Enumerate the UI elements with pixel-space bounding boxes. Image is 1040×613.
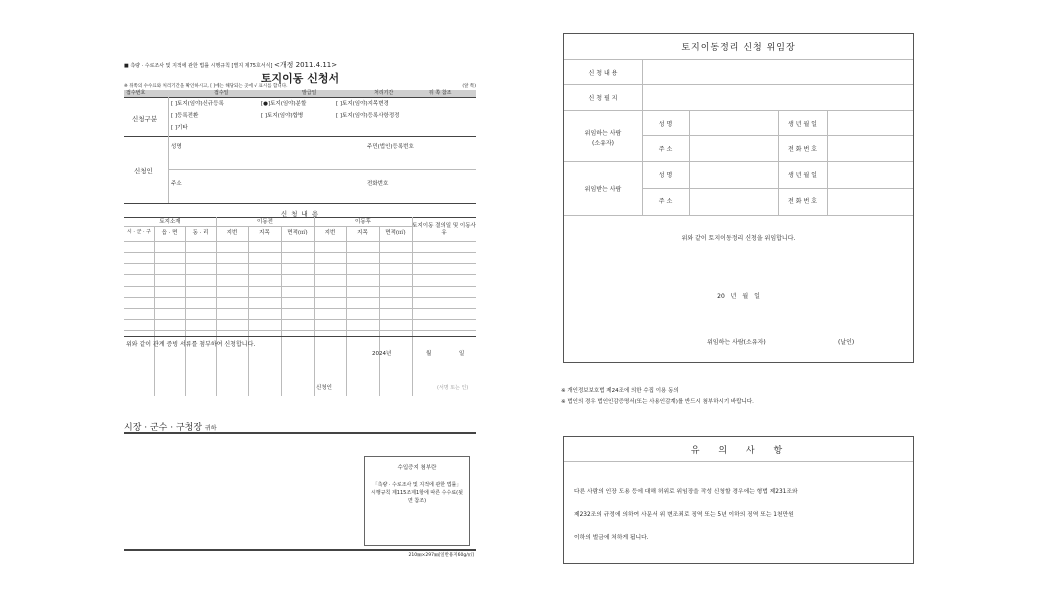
- sub-header-si-gun-gu: 시 · 군 · 구: [126, 229, 152, 235]
- address-label: 주소: [171, 181, 182, 187]
- content-title: 신 청 내 용: [280, 210, 320, 218]
- privacy-consent-note: ※ 개인정보보호법 제24조에 의한 수집 이용 동의: [561, 388, 679, 394]
- issue-date-label: 발급일: [302, 90, 317, 96]
- delegate-address-label: 주 소: [658, 198, 673, 205]
- option-land-merge[interactable]: [ ]토지(임야)합병: [261, 113, 304, 119]
- attach-text: 「측량 · 수로조사 및 지적에 관한 법률」 시행규칙 제115조제1항에 따른 수수료(뒷면 참조): [371, 482, 463, 504]
- revision-date: <개정 2011.4.11>: [274, 61, 338, 69]
- after-move-header: 이동후: [355, 219, 371, 225]
- name-label: 성명: [171, 144, 182, 150]
- receipt-header: [124, 90, 476, 97]
- sub-header-lot-before: 지번: [226, 230, 238, 236]
- delegator-address-label: 주 소: [658, 146, 673, 153]
- corporate-seal-note: ※ 법인의 경우 법인인감증명서(또는 사용인감계)를 반드시 첨부하시기 바랍니다.: [561, 399, 754, 405]
- signer-label: 신청인: [316, 385, 332, 391]
- land-move-application-form: [124, 60, 476, 570]
- option-registration-conversion[interactable]: [ ]등록전환: [171, 113, 199, 119]
- delegator-birth-label: 생 년 월 일: [788, 121, 817, 128]
- form-note: ※ 뒤쪽의 수수료와 처리기간을 확인하시고, [ ]에는 해당되는 곳에 √ 표시를 합니다.: [124, 84, 288, 89]
- delegation-title: 토지이동정리 신청 위임장: [681, 43, 796, 53]
- see-back-label: 뒤 쪽 참조: [429, 90, 452, 96]
- delegator-label-line-1: 위임하는 사람: [584, 130, 622, 137]
- attach-title: 수입증지 첨부란: [397, 465, 437, 471]
- paper-spec: 210㎜×297㎜[일반용지60g/㎡]: [408, 553, 474, 558]
- caution-line-3: 이하의 벌금에 처하게 됩니다.: [574, 535, 649, 541]
- table-row: [124, 330, 476, 331]
- apply-type-label: 신청구분: [132, 115, 158, 123]
- table-row: [124, 319, 476, 320]
- sub-header-area-before: 면적(㎡): [287, 230, 308, 236]
- sub-header-lot-after: 지번: [324, 230, 336, 236]
- delegation-date: 20 년 월 일: [717, 293, 760, 300]
- option-new-registration[interactable]: [ ]토지(임야)신규등록: [171, 101, 224, 107]
- form-title: 토지이동 신청서: [260, 72, 340, 85]
- sign-hint: (서명 또는 인): [437, 385, 469, 391]
- receipt-number-label: 접수번호: [126, 90, 146, 96]
- recipient-title: 시장 · 군수 · 구청장: [124, 423, 203, 433]
- request-content-label: 신 청 내 용: [588, 70, 618, 77]
- delegator-name-label: 성 명: [658, 121, 673, 128]
- date-month: 월: [426, 351, 432, 357]
- request-lots-label: 신 청 필 지: [588, 95, 618, 102]
- move-reason-header: 토지이동 결의일 및 이동사유: [412, 223, 476, 236]
- delegator-label-line-2: (소유자): [591, 140, 615, 147]
- delegate-name-label: 성 명: [658, 172, 673, 179]
- table-row: [124, 263, 476, 264]
- table-row: [124, 286, 476, 287]
- sub-header-eup-myeon: 읍 · 면: [161, 230, 178, 236]
- sub-header-dong-ri: 동 · 리: [192, 230, 209, 236]
- process-period-label: 처리기간: [374, 90, 394, 96]
- page-side-label: (앞 쪽): [462, 84, 476, 89]
- seal-label: (날인): [838, 339, 855, 346]
- option-other[interactable]: [ ]기타: [171, 125, 188, 131]
- delegator-phone-label: 전 화 번 호: [788, 146, 817, 153]
- option-land-category-change[interactable]: [ ]토지(임야)지목변경: [336, 101, 389, 107]
- sub-header-area-after: 면적(㎡): [385, 230, 406, 236]
- caution-box: [563, 436, 914, 564]
- delegate-phone-label: 전 화 번 호: [788, 198, 817, 205]
- caution-line-1: 다른 사람의 인장 도용 등에 대해 허위로 위임장을 작성 신청할 경우에는 형법 제231조와: [574, 489, 798, 495]
- before-move-header: 이동전: [257, 219, 273, 225]
- sub-header-category-before: 지목: [259, 230, 270, 236]
- caution-title: 유 의 사 항: [690, 446, 787, 456]
- option-registration-correction[interactable]: [ ]토지(임야)등록사항정정: [336, 113, 400, 119]
- date-year: 2024년: [372, 351, 392, 357]
- delegate-birth-label: 생 년 월 일: [788, 172, 817, 179]
- delegator-signature-label: 위임하는 사람(소유자): [707, 339, 766, 346]
- land-location-header: 토지소재: [159, 219, 181, 225]
- option-land-division[interactable]: [●]토지(임야)분할: [261, 101, 307, 107]
- table-row: [124, 308, 476, 309]
- receipt-date-label: 접수일: [214, 90, 229, 96]
- stamp-attach-box: [364, 456, 470, 546]
- resident-id-label: 주민(법인)등록번호: [367, 144, 414, 150]
- date-day: 일: [459, 351, 465, 357]
- law-reference: ■ 측량 · 수로조사 및 지적에 관한 법률 시행규칙 [별지 제75호서식] <개정 2011.4.11>: [124, 61, 338, 69]
- delegation-statement: 위와 같이 토지이동정리 신청을 위임합니다.: [681, 235, 796, 242]
- sub-header-category-after: 지목: [357, 230, 368, 236]
- caution-line-2: 제232조의 규정에 의하여 사문서 위 변조죄로 징역 또는 5년 이하의 징역 또는 1천만원: [574, 512, 794, 518]
- delegator-label: [564, 129, 642, 149]
- delegate-label: 위임받는 사람: [584, 186, 622, 193]
- phone-label: 전화번호: [367, 181, 389, 187]
- table-row: [124, 297, 476, 298]
- table-row: [124, 252, 476, 253]
- recipient-suffix: 귀하: [204, 425, 217, 432]
- declaration-text: 위와 같이 관계 증빙 서류를 첨부하여 신청합니다.: [126, 341, 256, 348]
- delegation-form: [563, 33, 914, 363]
- table-row: [124, 274, 476, 275]
- applicant-label: 신청인: [134, 167, 153, 175]
